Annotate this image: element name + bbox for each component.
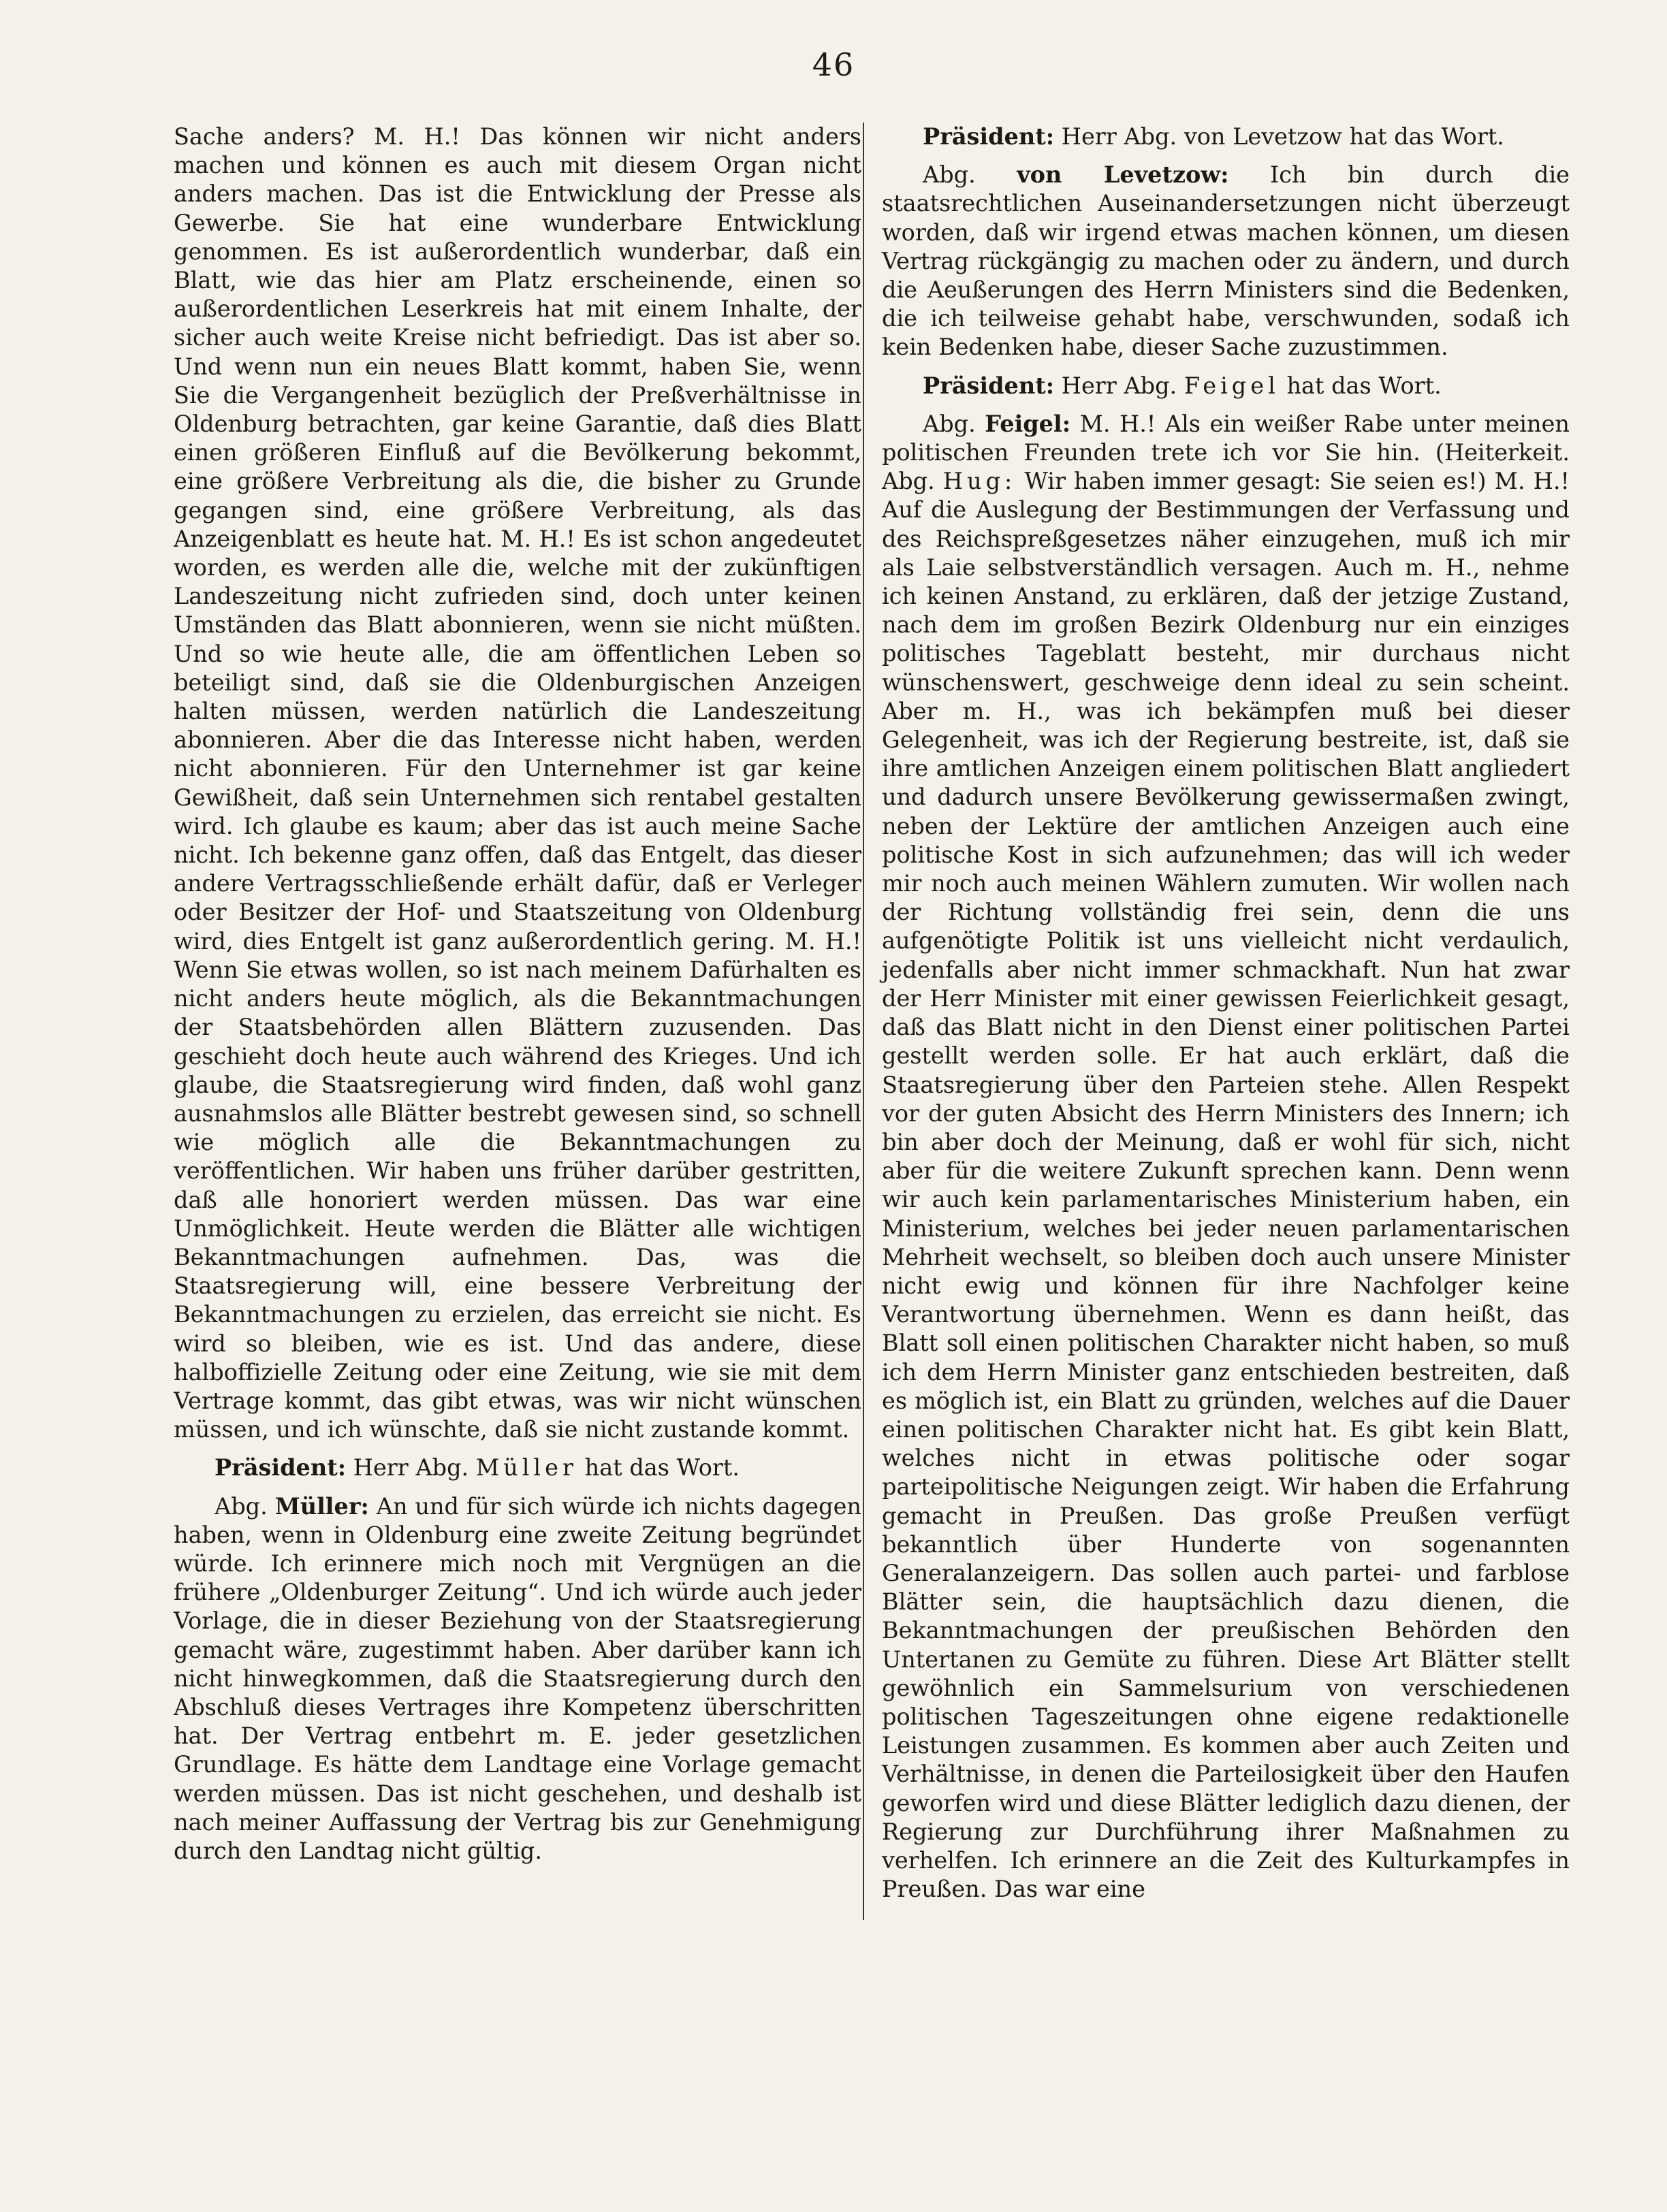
speaker-label: Präsident: bbox=[923, 123, 1055, 150]
left-paragraph-continuation: Sache anders? M. H.! Das können wir nicht anders machen und können es auch mit diesem Organ nicht anders machen. Das ist die Entwicklung der Presse als Gewerbe. Sie hat eine wunderbare Entwicklung genommen. Es ist außerordentlich wunderbar, daß ein Blatt, wie das hier am Platz erscheinende, einen so außerordentlichen Leserkreis hat mit einem Inhalte, der sicher auch weite Kreise nicht befriedigt. Das ist aber so. Und wenn nun ein neues Blatt kommt, haben Sie, wenn Sie die Vergangenheit bezüglich der Preßverhältnisse in Oldenburg betrachten, gar keine Garantie, daß dies Blatt einen größeren Einfluß auf die Bevölkerung bekommt, eine größere Verbreitung als die, die bisher zu Grunde gegangen sind, eine größere Verbreitung, als das Anzeigenblatt es heute hat. M. H.! Es ist schon angedeutet worden, es werden alle die, welche mit der zukünftigen Landeszeitung nicht zufrieden sind, doch unter keinen Umständen das Blatt abonnieren, wenn sie nicht müßten. Und so wie heute alle, die am öffentlichen Leben so beteiligt sind, daß sie die Oldenburgischen Anzeigen halten müssen, werden natürlich die Landeszeitung abonnieren. Aber die das Interesse nicht haben, werden nicht abonnieren. Für den Unternehmer ist gar keine Gewißheit, daß sein Unternehmen sich rentabel gestalten wird. Ich glaube es kaum; aber das ist auch meine Sache nicht. Ich bekenne ganz offen, daß das Entgelt, das dieser andere Vertragsschließende erhält dafür, daß er Verleger oder Besitzer der Hof- und Staatszeitung von Oldenburg wird, dies Entgelt ist ganz außerordentlich gering. M. H.! Wenn Sie etwas wollen, so ist nach meinem Dafürhalten es nicht anders heute möglich, als die Bekanntmachungen der Staatsbehörden allen Blättern zuzusenden. Das geschieht doch heute auch während des Krieges. Und ich glaube, die Staatsregierung wird finden, daß wohl ganz ausnahmslos alle Blätter bestrebt gewesen sind, so schnell wie möglich alle die Bekanntmachungen zu veröffentlichen. Wir haben uns früher darüber gestritten, daß alle honoriert werden müssen. Das war eine Unmöglichkeit. Heute werden die Blätter alle wichtigen Bekanntmachungen aufnehmen. Das, was die Staatsregierung will, eine bessere Verbreitung der Bekanntmachungen zu erzielen, das erreicht sie nicht. Es wird so bleiben, wie es ist. Und das andere, diese halboffizielle Zeitung oder eine Zeitung, wie sie mit dem Vertrage kommt, das gibt etwas, was wir nicht wünschen müssen, und ich wünschte, daß sie nicht zustande kommt. bbox=[174, 123, 861, 1443]
president-levetzow-turn bbox=[882, 123, 1570, 151]
speaker-text: hat das Wort. bbox=[1286, 372, 1442, 399]
mueller-speech bbox=[174, 1492, 861, 1866]
feigel-speech bbox=[882, 410, 1570, 1904]
speaker-name: Müller bbox=[475, 1454, 577, 1481]
speaker-text: Herr Abg. von Levetzow hat das Wort. bbox=[1061, 123, 1504, 150]
interjector-name: Hug: bbox=[942, 468, 1017, 495]
speaker-label: Präsident: bbox=[923, 372, 1055, 399]
speaker-prefix: Abg. bbox=[923, 161, 976, 189]
speech-text: Ich bin durch die staatsrechtlichen Auseinandersetzungen nicht überzeugt worden, daß wir irgend etwas machen können, um diesen Vertrag rückgängig zu machen oder zu ändern, und durch die Aeußerungen des Herrn Ministers sind die Bedenken, die ich teilweise gehabt habe, verschwunden, sodaß ich kein Bedenken habe, dieser Sache zuzustimmen. bbox=[882, 161, 1570, 361]
speech-text: Wir haben immer gesagt: Sie seien es!) M. H.! Auf die Auslegung der Bestimmungen der Verfassung und des Reichspreßgesetzes näher einzugehen, muß ich mir als Laie selbstverständlich versagen. Auch m. H., nehme ich keinen Anstand, zu erklären, daß der jetzige Zustand, nach dem im großen Bezirk Oldenburg nur ein einziges politisches Tageblatt besteht, mir durchaus nicht wünschenswert, geschweige denn ideal zu sein scheint. Aber m. H., was ich bekämpfen muß bei dieser Gelegenheit, was ich der Regierung bestreite, ist, daß sie ihre amtlichen Anzeigen einem politischen Blatt angliedert und dadurch unsere Bevölkerung gewissermaßen zwingt, neben der Lektüre der amtlichen Anzeigen auch eine politische Kost in sich aufzunehmen; das will ich weder mir noch auch meinen Wählern zumuten. Wir wollen nach der Richtung vollständig frei sein, denn die uns aufgenötigte Politik ist uns vielleicht nicht verdaulich, jedenfalls aber nicht immer schmackhaft. Nun hat zwar der Herr Minister mit einer gewissen Feierlichkeit gesagt, daß das Blatt nicht in den Dienst einer politischen Partei gestellt werden solle. Er hat auch erklärt, daß die Staatsregierung über den Parteien stehe. Allen Respekt vor der guten Absicht des Herrn Ministers des Innern; ich bin aber doch der Meinung, daß er wohl für sich, nicht aber für die weitere Zukunft sprechen kann. Denn wenn wir auch kein parlamentarisches Ministerium haben, ein Ministerium, welches bei jeder neuen parlamentarischen Mehrheit wechselt, so bleiben doch auch unsere Minister nicht ewig und können für ihre Nachfolger keine Verantwortung übernehmen. Wenn es dann heißt, das Blatt soll einen politischen Charakter nicht haben, so muß ich dem Herrn Minister ganz entschieden bestreiten, daß es möglich ist, ein Blatt zu gründen, welches auf die Dauer einen politischen Charakter nicht hat. Es gibt kein Blatt, welches nicht in etwas politische oder sogar parteipolitische Neigungen zeigt. Wir haben die Erfahrung gemacht in Preußen. Das große Preußen verfügt bekanntlich über Hunderte von sogenannten Generalanzeigern. Das sollen auch partei- und farblose Blätter sein, die hauptsächlich dazu dienen, die Bekanntmachungen der preußischen Behörden den Untertanen zu Gemüte zu führen. Diese Art Blätter stellt gewöhnlich ein Sammelsurium von verschiedenen politischen Tageszeitungen ohne eigene redaktionelle Leistungen zusammen. Es kommen aber auch Zeiten und Verhältnisse, in denen die Parteilosigkeit über den Haufen geworfen wird und diese Blätter lediglich dazu dienen, der Regierung zur Durchführung ihrer Maßnahmen zu verhelfen. Ich erinnere an die Zeit des Kulturkampfes in Preußen. Das war eine bbox=[882, 468, 1570, 1903]
speaker-prefix: Abg. bbox=[923, 410, 976, 437]
right-column bbox=[882, 123, 1570, 1904]
speaker-text: Herr Abg. bbox=[1061, 372, 1177, 399]
speaker-name: von Levetzow: bbox=[1017, 161, 1229, 189]
speaker-text: Herr Abg. bbox=[353, 1454, 469, 1481]
speaker-name: Feigel bbox=[1184, 372, 1280, 399]
speaker-prefix: Abg. bbox=[215, 1492, 268, 1520]
page-number: 46 bbox=[812, 46, 855, 83]
speaker-name: Müller: bbox=[274, 1492, 369, 1520]
speaker-label: Präsident: bbox=[215, 1454, 347, 1481]
speaker-name: Feigel: bbox=[985, 410, 1071, 437]
left-column bbox=[174, 123, 861, 1865]
speaker-text: hat das Wort. bbox=[584, 1454, 740, 1481]
column-divider bbox=[863, 123, 864, 1920]
levetzow-speech bbox=[882, 161, 1570, 362]
president-feigel-turn bbox=[882, 372, 1570, 400]
speech-text: M. H.! Als ein weißer Rabe unter meinen politischen Freunden trete ich vor Sie hin. (Heiterkeit. Abg. bbox=[882, 410, 1570, 495]
speech-text: An und für sich würde ich nichts dagegen haben, wenn in Oldenburg eine zweite Zeitung begründet würde. Ich erinnere mich noch mit Vergnügen an die frühere „Oldenburger Zeitung“. Und ich würde auch jeder Vorlage, die in dieser Beziehung von der Staatsregierung gemacht wäre, zugestimmt haben. Aber darüber kann ich nicht hinwegkommen, daß die Staatsregierung durch den Abschluß dieses Vertrages ihre Kompetenz überschritten hat. Der Vertrag entbehrt m. E. jeder gesetzlichen Grundlage. Es hätte dem Landtage eine Vorlage gemacht werden müssen. Das ist nicht geschehen, und deshalb ist nach meiner Auffassung der Vertrag bis zur Genehmigung durch den Landtag nicht gültig. bbox=[174, 1492, 861, 1864]
president-mueller-turn bbox=[174, 1454, 861, 1482]
